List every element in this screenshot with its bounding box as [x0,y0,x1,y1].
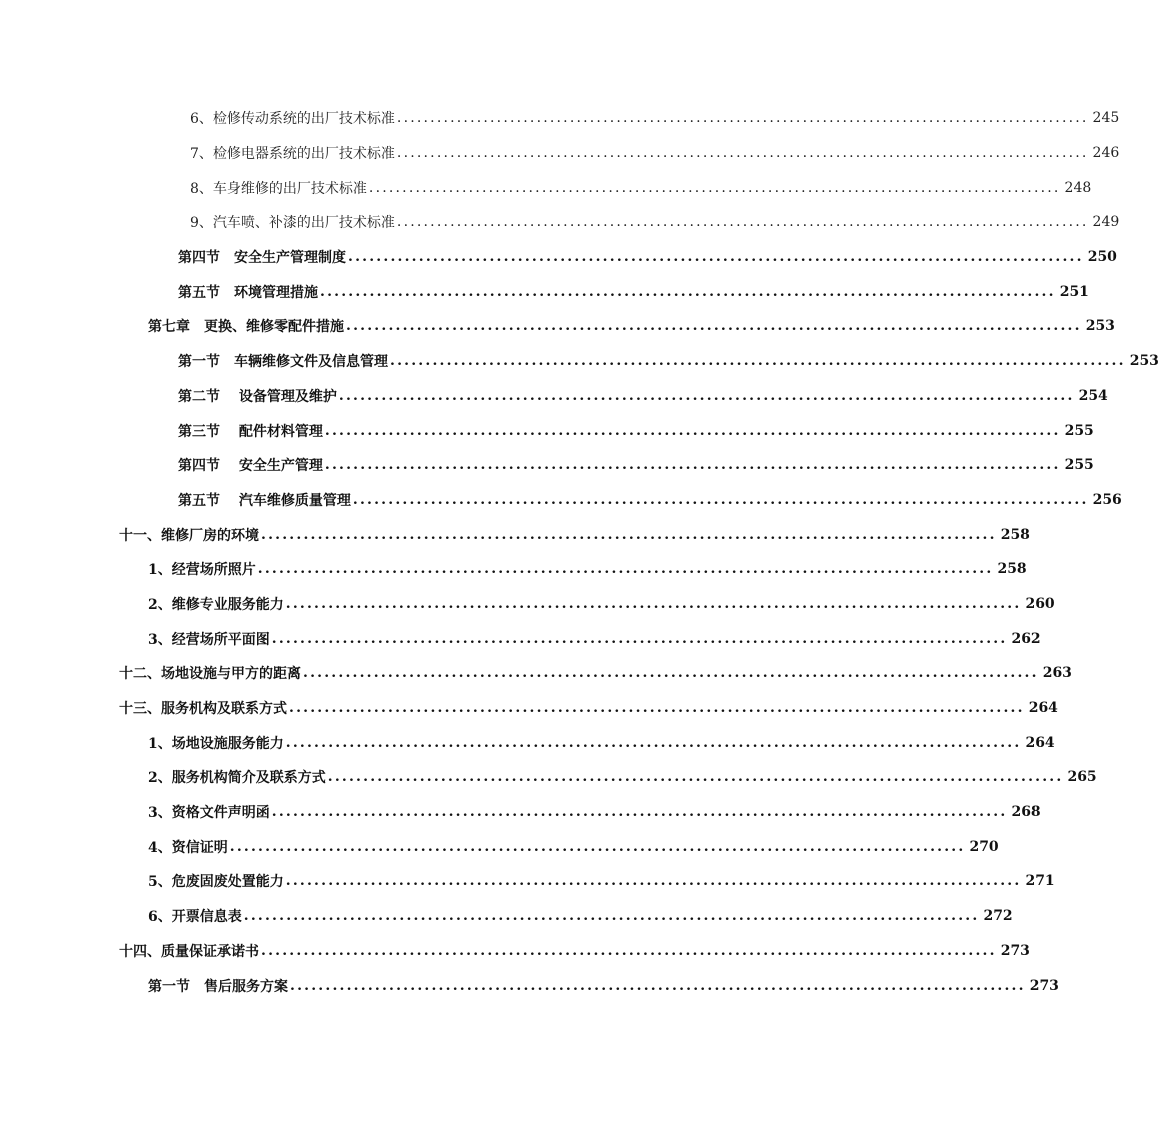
toc-entry-page: 271 [1025,873,1055,890]
toc-entry-page: 245 [1092,110,1120,127]
toc-entry[interactable] [0,379,1108,414]
toc-entry-page: 249 [1092,214,1120,231]
toc-entry-page: 254 [1078,387,1108,404]
toc-entry-title: 第三节 配件材料管理 [178,423,323,440]
toc-entry-title: 第四节 安全生产管理制度 [178,250,346,267]
toc-entry-title: 第五节 环境管理措施 [178,284,318,301]
toc-entry-page: 273 [1029,977,1059,994]
toc-entry-page: 265 [1067,769,1097,786]
toc-leader-dots: ........................................................................................................ [324,457,1061,474]
toc-entry-title: 十一、维修厂房的环境 [119,527,259,544]
toc-entry[interactable] [0,795,1041,830]
toc-entry-title: 5、危废固废处置能力 [148,874,284,891]
toc-entry-title: 十二、场地设施与甲方的距离 [119,666,301,683]
toc-entry[interactable] [0,344,1159,379]
toc-entry-title: 3、资格文件声明函 [148,805,270,822]
toc-entry[interactable] [0,309,1115,344]
toc-entry-title: 第二节 设备管理及维护 [178,388,337,405]
toc-entry[interactable] [0,864,1055,899]
toc-leader-dots: ........................................................................................................ [261,942,997,959]
toc-leader-dots: ........................................................................................................ [285,595,1022,612]
toc-entry[interactable] [0,621,1041,656]
toc-leader-dots: ........................................................................................................ [285,734,1022,751]
toc-leader-dots: ........................................................................................................ [390,353,1126,370]
toc-entry[interactable] [0,413,1094,448]
toc-leader-dots: ........................................................................................................ [396,214,1089,231]
toc-entry-page: 272 [983,908,1013,925]
toc-entry[interactable] [0,205,1120,240]
toc-leader-dots: ........................................................................................................ [327,769,1064,786]
toc-entry-title: 第四节 安全生产管理 [178,458,323,475]
toc-leader-dots: ........................................................................................................ [271,630,1008,647]
toc-entry-title: 2、维修专业服务能力 [148,596,284,613]
toc-entry-title: 第一节 车辆维修文件及信息管理 [178,354,388,371]
toc-entry-page: 262 [1011,630,1041,647]
toc-entry[interactable] [0,136,1120,171]
toc-entry-page: 248 [1064,179,1092,196]
toc-entry[interactable] [0,240,1117,275]
toc-entry[interactable] [0,587,1055,622]
toc-entry[interactable] [0,725,1055,760]
toc-entry[interactable] [0,829,999,864]
toc-entry-title: 十三、服务机构及联系方式 [119,701,287,718]
toc-entry[interactable] [0,274,1089,309]
toc-entry-page: 264 [1025,734,1055,751]
toc-entry-page: 253 [1085,318,1115,335]
toc-entry-page: 246 [1092,145,1120,162]
toc-entry[interactable] [0,968,1059,1003]
toc-leader-dots: ........................................................................................................ [348,249,1084,266]
toc-entry-page: 273 [1000,942,1030,959]
toc-leader-dots: ........................................................................................................ [229,838,966,855]
toc-leader-dots: ........................................................................................................ [271,804,1008,821]
toc-entry-page: 268 [1011,804,1041,821]
table-of-contents [0,101,1159,1003]
toc-entry-page: 270 [969,838,999,855]
toc-leader-dots: ........................................................................................................ [320,283,1056,300]
toc-entry[interactable] [0,760,1097,795]
toc-entry-title: 6、检修传动系统的出厂技术标准 [190,111,395,128]
toc-leader-dots: ........................................................................................................ [290,977,1026,994]
toc-entry[interactable] [0,934,1030,969]
toc-entry-title: 2、服务机构简介及联系方式 [148,770,326,787]
toc-leader-dots: ........................................................................................................ [396,145,1089,162]
toc-entry-page: 251 [1059,283,1089,300]
toc-entry[interactable] [0,101,1120,136]
toc-entry-page: 260 [1025,595,1055,612]
toc-entry-page: 263 [1042,665,1072,682]
toc-entry-title: 第七章 更换、维修零配件措施 [148,319,344,336]
toc-entry-page: 256 [1092,491,1122,508]
toc-entry-title: 4、资信证明 [148,839,228,856]
toc-leader-dots: ........................................................................................................ [368,179,1061,196]
toc-leader-dots: ........................................................................................................ [324,422,1061,439]
toc-entry[interactable] [0,448,1094,483]
toc-leader-dots: ........................................................................................................ [289,700,1025,717]
toc-leader-dots: ........................................................................................................ [352,491,1089,508]
toc-entry-title: 9、汽车喷、补漆的出厂技术标准 [190,215,395,232]
toc-leader-dots: ........................................................................................................ [257,561,994,578]
toc-entry[interactable] [0,899,1013,934]
toc-entry-title: 十四、质量保证承诺书 [119,943,259,960]
toc-entry-page: 258 [997,561,1027,578]
toc-entry-title: 1、场地设施服务能力 [148,735,284,752]
toc-entry-page: 258 [1000,526,1030,543]
toc-entry-title: 1、经营场所照片 [148,562,256,579]
toc-entry[interactable] [0,517,1030,552]
toc-entry-page: 253 [1129,353,1159,370]
toc-leader-dots: ........................................................................................................ [338,387,1075,404]
toc-entry[interactable] [0,552,1027,587]
toc-leader-dots: ........................................................................................................ [261,526,997,543]
toc-leader-dots: ........................................................................................................ [396,110,1089,127]
toc-leader-dots: ........................................................................................................ [346,318,1082,335]
toc-entry-title: 7、检修电器系统的出厂技术标准 [190,146,395,163]
toc-leader-dots: ........................................................................................................ [303,665,1039,682]
toc-entry-title: 8、车身维修的出厂技术标准 [190,180,367,197]
toc-entry-page: 255 [1064,422,1094,439]
toc-entry[interactable] [0,656,1072,691]
toc-entry-page: 250 [1087,249,1117,266]
toc-entry-title: 第一节 售后服务方案 [148,978,288,995]
toc-entry[interactable] [0,170,1092,205]
toc-entry-page: 264 [1028,700,1058,717]
toc-entry[interactable] [0,483,1122,518]
toc-entry-title: 第五节 汽车维修质量管理 [178,492,351,509]
toc-leader-dots: ........................................................................................................ [243,908,980,925]
toc-entry-title: 3、经营场所平面图 [148,631,270,648]
toc-entry-title: 6、开票信息表 [148,909,242,926]
toc-entry-page: 255 [1064,457,1094,474]
toc-leader-dots: ........................................................................................................ [285,873,1022,890]
toc-entry[interactable] [0,691,1058,726]
